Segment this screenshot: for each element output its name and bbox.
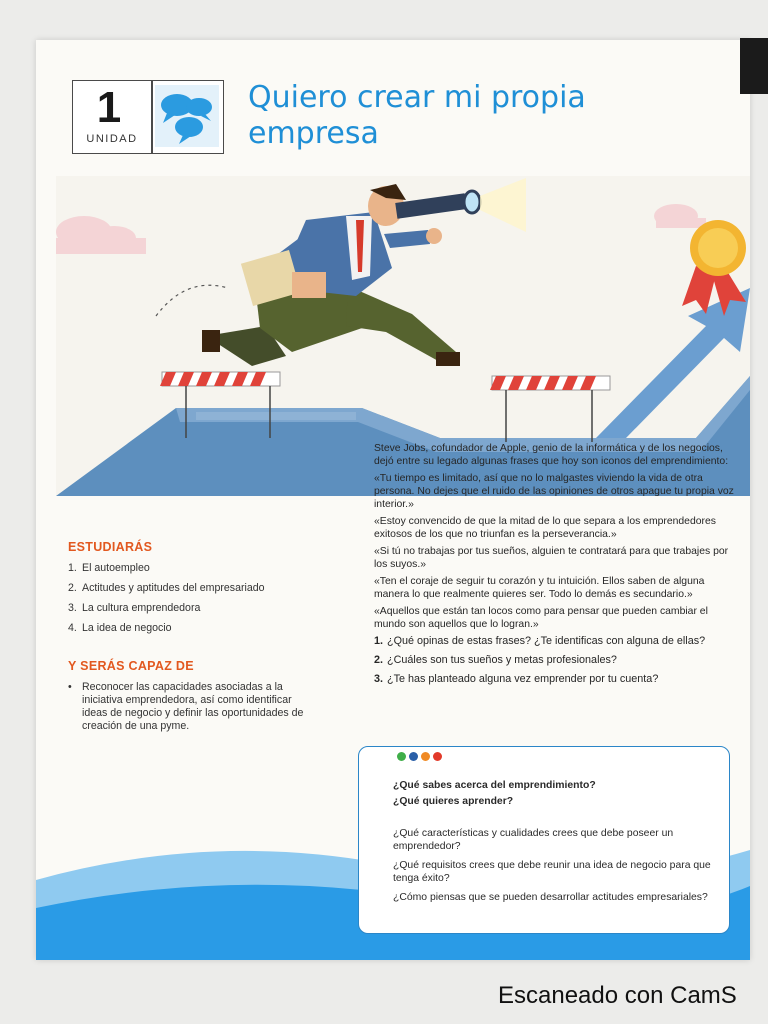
quote-5: «Aquellos que están tan locos como para pensar que pueden cambiar el mundo son aquellos que lo logran.» bbox=[374, 606, 708, 630]
topic-text: La idea de negocio bbox=[82, 622, 172, 634]
topic-text: Actitudes y aptitudes del empresariado bbox=[82, 582, 265, 594]
reflection-list bbox=[393, 827, 729, 910]
page-title bbox=[248, 80, 668, 152]
unit-box bbox=[72, 80, 224, 154]
topic-text: El autoempleo bbox=[82, 562, 150, 574]
question-number: 2. bbox=[374, 654, 384, 666]
question-text: ¿Cuáles son tus sueños y metas profesionales? bbox=[387, 654, 617, 666]
quote-block bbox=[374, 442, 736, 692]
topic-text: La cultura emprendedora bbox=[82, 602, 201, 614]
question-text: ¿Te has planteado alguna vez emprender por tu cuenta? bbox=[387, 673, 659, 685]
topic-item bbox=[68, 582, 308, 595]
topic-list bbox=[68, 562, 308, 635]
estudiaras-heading: ESTUDIARÁS bbox=[68, 540, 153, 554]
reflection-box bbox=[358, 746, 730, 934]
question-item bbox=[374, 673, 736, 686]
topic-number: 2. bbox=[68, 582, 77, 594]
capaz-text: Reconocer las capacidades asociadas a la iniciativa emprendedora, así como identificar ideas de negocio y definir las oportunidades de creación de una pyme. bbox=[82, 681, 304, 732]
speech-bubbles-icon bbox=[155, 85, 219, 147]
scan-edge-shadow bbox=[740, 38, 768, 94]
quote-1: «Tu tiempo es limitado, así que no lo malgastes viviendo la vida de otra persona. No dejes que el ruido de las opiniones de otros apague tu propia voz interior.» bbox=[374, 473, 734, 510]
blue-dot bbox=[409, 752, 418, 761]
topic-number: 1. bbox=[68, 562, 77, 574]
title-line-1: Quiero crear mi propia bbox=[248, 80, 586, 115]
reflection-item: ¿Qué características y cualidades crees que debe poseer un emprendedor? bbox=[393, 828, 674, 852]
question-number: 1. bbox=[374, 635, 384, 647]
question-item bbox=[374, 654, 736, 667]
orange-dot bbox=[421, 752, 430, 761]
left-column bbox=[68, 540, 308, 733]
bullet-dot: • bbox=[68, 681, 72, 693]
scan-watermark-text: Escaneado con CamS bbox=[498, 982, 737, 1009]
question-number: 3. bbox=[374, 673, 384, 685]
unit-label: UNIDAD bbox=[86, 133, 138, 145]
capaz-heading: Y SERÁS CAPAZ DE bbox=[68, 659, 194, 673]
topic-item bbox=[68, 602, 308, 615]
color-dots bbox=[397, 752, 442, 761]
book-page bbox=[36, 40, 750, 960]
intro-text: Steve Jobs, cofundador de Apple, genio de la informática y de los negocios, dejó entre su legado algunas frases que hoy son iconos del emprendimiento: bbox=[374, 443, 729, 467]
unit-number: 1 bbox=[96, 83, 122, 132]
red-dot bbox=[433, 752, 442, 761]
quote-4: «Ten el coraje de seguir tu corazón y tu intuición. Ellos saben de alguna manera lo que realmente quieres ser. Todo lo demás es secundario.» bbox=[374, 576, 705, 600]
title-line-2: empresa bbox=[248, 116, 379, 151]
unit-divider bbox=[151, 81, 153, 153]
question-text: ¿Qué opinas de estas frases? ¿Te identificas con alguna de ellas? bbox=[387, 635, 706, 647]
green-dot bbox=[397, 752, 406, 761]
reflection-item: ¿Qué requisitos crees que debe reunir una idea de negocio para que tenga éxito? bbox=[393, 860, 711, 884]
quote-3: «Si tú no trabajas por tus sueños, alguien te contratará para que trabajes por los suyos.» bbox=[374, 546, 729, 570]
topic-item bbox=[68, 622, 308, 635]
reflection-question-1: ¿Qué sabes acerca del emprendimiento? bbox=[393, 780, 596, 791]
topic-number: 4. bbox=[68, 622, 77, 634]
capaz-bullet-item bbox=[68, 681, 308, 733]
question-list bbox=[374, 635, 736, 686]
reflection-item: ¿Cómo piensas que se pueden desarrollar actitudes empresariales? bbox=[393, 892, 708, 903]
topic-item bbox=[68, 562, 308, 575]
topic-number: 3. bbox=[68, 602, 77, 614]
reflection-question-2: ¿Qué quieres aprender? bbox=[393, 796, 514, 807]
quote-2: «Estoy convencido de que la mitad de lo que separa a los emprendedores exitosos de los que no triunfan es la perseverancia.» bbox=[374, 516, 716, 540]
question-item bbox=[374, 635, 736, 648]
